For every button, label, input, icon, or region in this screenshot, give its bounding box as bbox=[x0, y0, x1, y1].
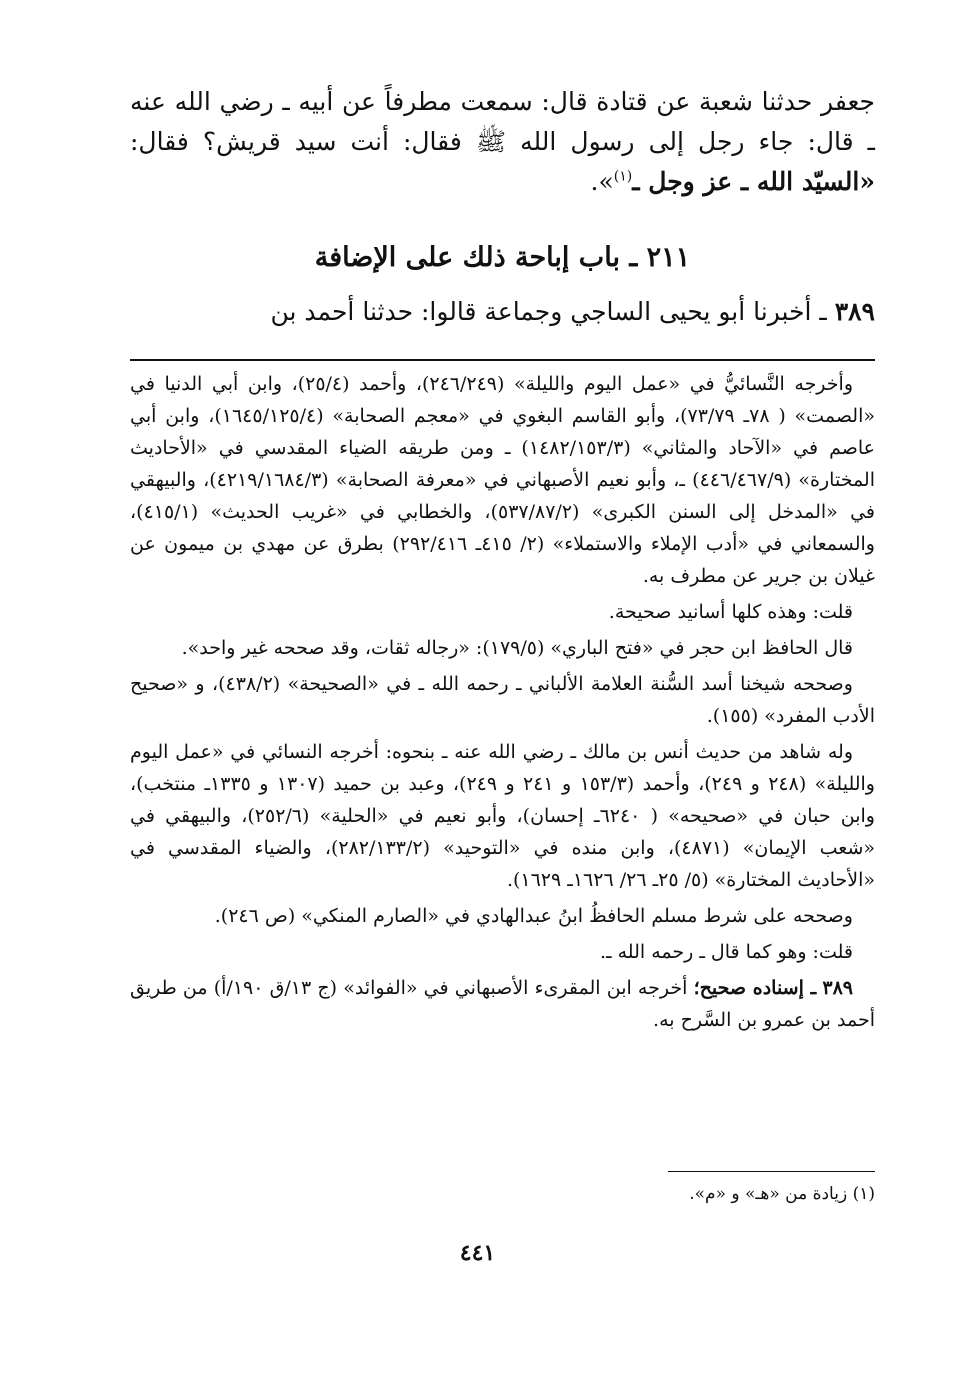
hadith-line bbox=[130, 292, 875, 332]
main-paragraph-text: جعفر حدثنا شعبة عن قتادة قال: سمعت مطرفاً عن أبيه ـ رضي الله عنه ـ قال: جاء رجل إلى رسول الله ﷺ فقال: أنت سيد قريش؟ فقال: bbox=[130, 87, 875, 156]
note-last-number: ٣٨٩ bbox=[822, 977, 854, 999]
page-number: ٤٤١ bbox=[459, 1240, 496, 1266]
main-text-block bbox=[130, 82, 875, 202]
main-paragraph bbox=[130, 82, 875, 202]
note-last-bold: ـ إسناده صحيح؛ bbox=[693, 977, 817, 999]
hadith-text: ـ أخبرنا أبو يحيى الساجي وجماعة قالوا: حدثنا أحمد بن bbox=[270, 297, 827, 326]
footnote-reference[interactable]: (١) bbox=[613, 168, 633, 185]
note-paragraph: وصححه شيخنا أسد السُّنة العلامة الألباني ـ رحمه الله ـ في «الصحيحة» (٤٣٨/٢)، و «صحيح الأدب المفرد» (١٥٥). bbox=[130, 673, 875, 727]
notes-block bbox=[130, 368, 875, 1040]
note-paragraph: وأخرجه النَّسائيُّ في «عمل اليوم والليلة» (٢٤٦/٢٤٩)، وأحمد (٢٥/٤)، وابن أبي الدنيا في «الصمت» ( ٧٨ـ ٧٣/٧٩)، وأبو القاسم البغوي في «معجم الصحابة» (١٦٤٥/١٢٥/٤)، وابن أبي عاصم في «الآحاد والمثاني» (١٤٨٢/١٥٣/٣) ـ ومن طريقه الضياء المقدسي في «الأحاديث المختارة» (٤٤٦/٤٦٧/٩) ـ، وأبو نعيم الأصبهاني في «معرفة الصحابة» (٤٢١٩/١٦٨٤/٣)، والبيهقي في «المدخل إلى السنن الكبرى» (٥٣٧/٨٧/٢)، والخطابي في «غريب الحديث» (٤١٥/١)، والسمعاني في «أدب الإملاء والاستملاء» (٢/ ٤١٥ـ ٢٩٢/٤١٦) بطرق عن مهدي بن ميمون عن غيلان بن جرير عن مطرف به. bbox=[130, 373, 876, 587]
footnote: (١) زيادة من «هـ» و «م». bbox=[689, 1184, 875, 1204]
note-paragraph: وصححه على شرط مسلم الحافظُ ابنُ عبدالهادي في «الصارم المنكي» (ص ٢٤٦). bbox=[214, 905, 853, 927]
hadith-number: ٣٨٩ bbox=[834, 297, 875, 326]
note-last-text: أخرجه ابن المقرىء الأصبهاني في «الفوائد» (ج ١٣/ق ١٩٠/أ) من طريق أحمد بن عمرو بن السَّرح به. bbox=[130, 977, 875, 1031]
note-paragraph: قال الحافظ ابن حجر في «فتح الباري» (١٧٩/٥): «رجاله ثقات، وقد صححه غير واحد». bbox=[181, 637, 853, 659]
note-paragraph: قلت: وهو كما قال ـ رحمه الله ـ. bbox=[599, 941, 853, 963]
note-paragraph: وله شاهد من حديث أنس بن مالك ـ رضي الله عنه ـ بنحوه: أخرجه النسائي في «عمل اليوم والليلة» (٢٤٨ و ٢٤٩)، وأحمد (١٥٣/٣ و ٢٤١ و ٢٤٩)، وعبد بن حميد (١٣٠٧ و ١٣٣٥ـ منتخب)، وابن حبان في «صحيحه» ( ٦٢٤٠ـ إحسان)، وأبو نعيم في «الحلية» (٢٥٢/٦)، والبيهقي في «شعب الإيمان» (٤٨٧١)، وابن منده في «التوحيد» (٢٨٢/١٣٣/٢)، والضياء المقدسي في «الأحاديث المختارة» (٥/ ٢٥ـ ٢٦/ ١٦٢٦ـ ١٦٢٩). bbox=[130, 741, 876, 891]
note-paragraph: قلت: وهذه كلها أسانيد صحيحة. bbox=[608, 601, 853, 623]
section-title: ٢١١ ـ باب إباحة ذلك على الإضافة bbox=[314, 242, 691, 273]
closing-quote: ». bbox=[590, 167, 614, 196]
note-last-paragraph bbox=[130, 972, 875, 1036]
main-divider bbox=[130, 359, 875, 361]
bold-quote: «السيّد الله ـ عز وجل ـ bbox=[632, 167, 875, 196]
footnote-divider bbox=[668, 1171, 875, 1172]
